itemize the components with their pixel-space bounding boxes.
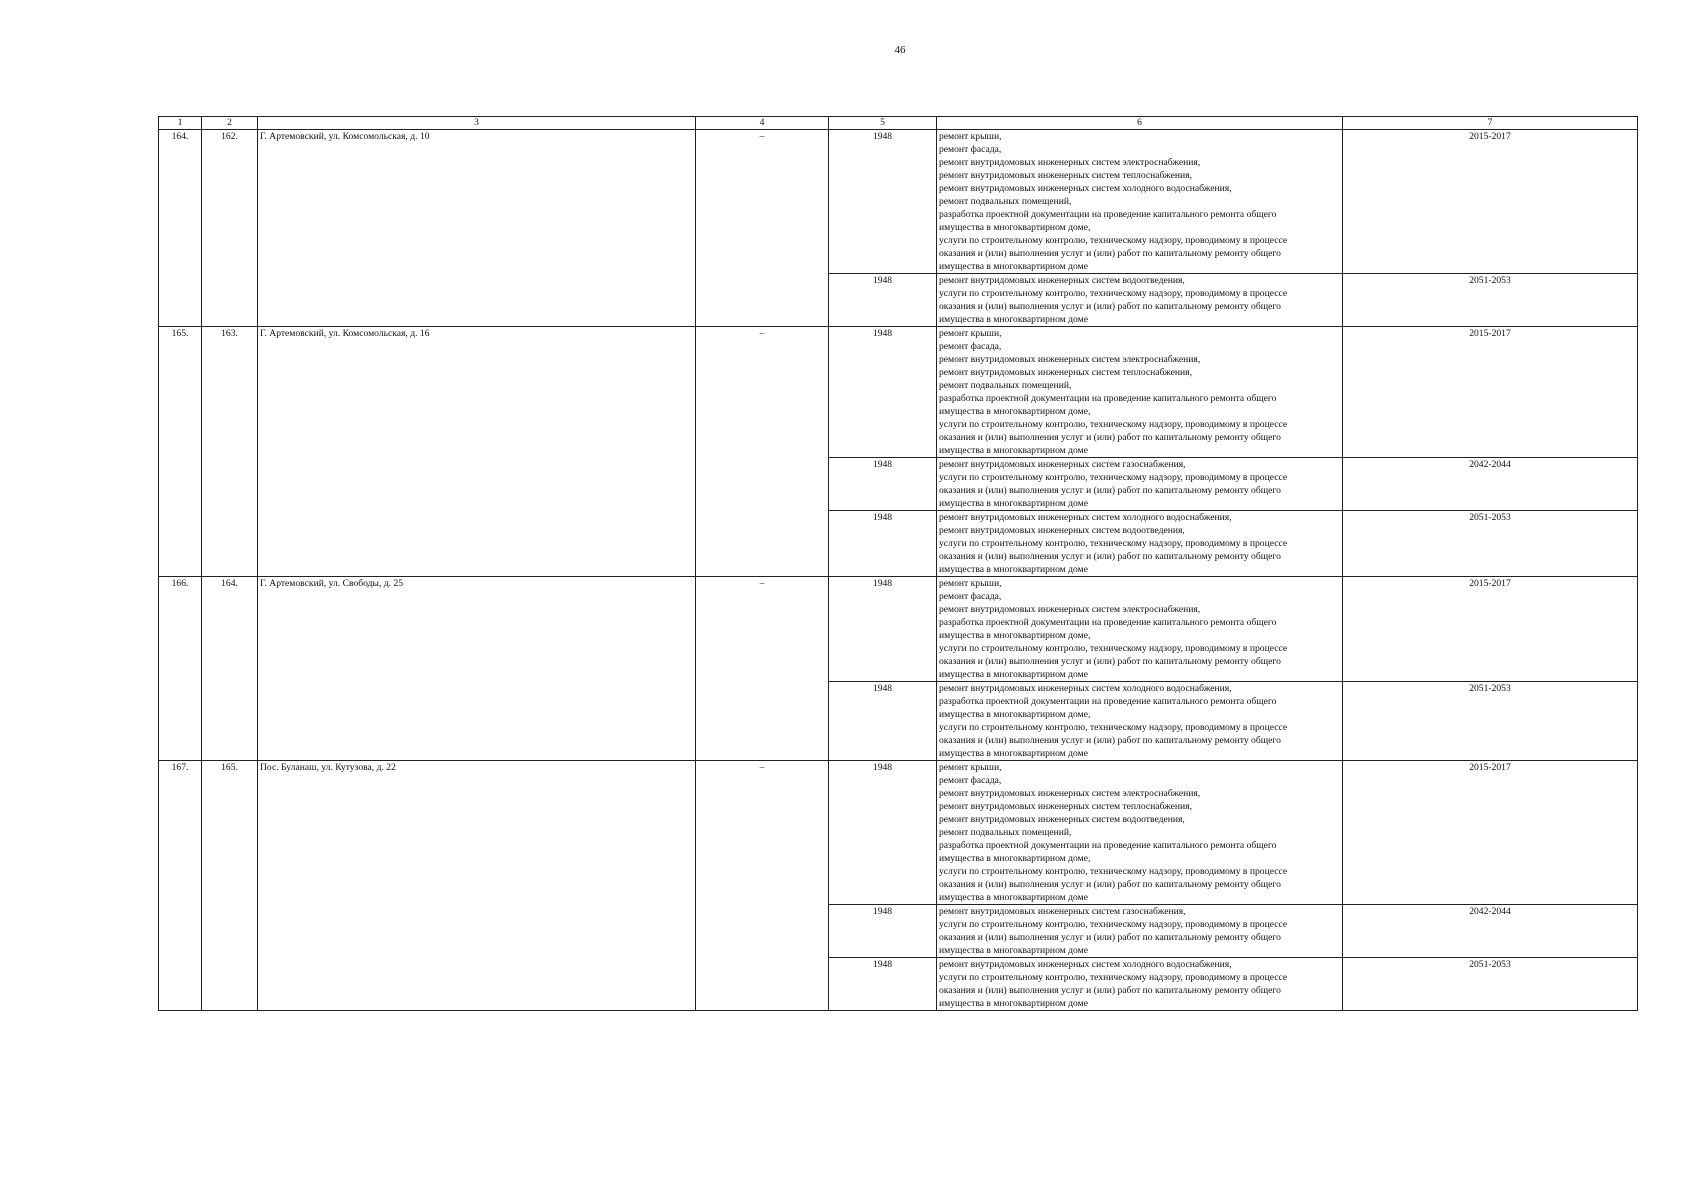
works-list (937, 761, 1343, 905)
table-row (159, 130, 1638, 274)
repair-period: 2051-2053 (1343, 682, 1638, 761)
work-item: разработка проектной документации на проведение капитального ремонта общего (939, 209, 1277, 220)
work-item: услуги по строительному контролю, техническому надзору, проводимому в процессе (939, 643, 1288, 654)
record-number: 167. (159, 761, 202, 1011)
work-item: ремонт подвальных помещений, (939, 827, 1072, 838)
work-item: оказания и (или) выполнения услуг и (или) работ по капитальному ремонту общего (939, 879, 1281, 890)
record-number: 164. (159, 130, 202, 327)
work-item: имущества в многоквартирном доме (939, 498, 1088, 509)
works-list (937, 577, 1343, 682)
build-year: 1948 (829, 761, 937, 905)
work-item: оказания и (или) выполнения услуг и (или) работ по капитальному ремонту общего (939, 485, 1281, 496)
column-header: 5 (829, 117, 937, 130)
work-item: услуги по строительному контролю, техническому надзору, проводимому в процессе (939, 919, 1288, 930)
column-header: 7 (1343, 117, 1638, 130)
house-address: Пос. Буланаш, ул. Кутузова, д. 22 (258, 761, 696, 1011)
work-item: ремонт внутридомовых инженерных систем газоснабжения, (939, 459, 1186, 470)
work-item: имущества в многоквартирном доме (939, 564, 1088, 575)
repair-period: 2015-2017 (1343, 327, 1638, 458)
work-item: имущества в многоквартирном доме, (939, 406, 1091, 417)
work-item: оказания и (или) выполнения услуг и (или) работ по капитальному ремонту общего (939, 301, 1281, 312)
work-item: разработка проектной документации на проведение капитального ремонта общего (939, 696, 1277, 707)
repair-period: 2051-2053 (1343, 274, 1638, 327)
column-header: 4 (696, 117, 829, 130)
record-subnumber: 163. (202, 327, 258, 577)
work-item: имущества в многоквартирном доме, (939, 630, 1091, 641)
house-address: Г. Артемовский, ул. Комсомольская, д. 10 (258, 130, 696, 327)
table-row (159, 761, 1638, 905)
column-4-value: – (696, 577, 829, 761)
work-item: ремонт внутридомовых инженерных систем теплоснабжения, (939, 801, 1192, 812)
table-header (159, 117, 1638, 130)
table-row (159, 577, 1638, 682)
work-item: ремонт внутридомовых инженерных систем холодного водоснабжения, (939, 512, 1232, 523)
build-year: 1948 (829, 905, 937, 958)
repair-period: 2042-2044 (1343, 905, 1638, 958)
work-item: ремонт внутридомовых инженерных систем электроснабжения, (939, 788, 1201, 799)
work-item: ремонт внутридомовых инженерных систем холодного водоснабжения, (939, 683, 1232, 694)
work-item: имущества в многоквартирном доме (939, 445, 1088, 456)
repair-period: 2015-2017 (1343, 130, 1638, 274)
work-item: имущества в многоквартирном доме (939, 261, 1088, 272)
work-item: оказания и (или) выполнения услуг и (или) работ по капитальному ремонту общего (939, 932, 1281, 943)
work-item: ремонт подвальных помещений, (939, 196, 1072, 207)
build-year: 1948 (829, 458, 937, 511)
work-item: имущества в многоквартирном доме (939, 892, 1088, 903)
work-item: ремонт внутридомовых инженерных систем холодного водоснабжения, (939, 183, 1232, 194)
build-year: 1948 (829, 682, 937, 761)
work-item: ремонт фасада, (939, 144, 1002, 155)
work-item: услуги по строительному контролю, техническому надзору, проводимому в процессе (939, 472, 1288, 483)
work-item: имущества в многоквартирном доме, (939, 853, 1091, 864)
house-address: Г. Артемовский, ул. Комсомольская, д. 16 (258, 327, 696, 577)
work-item: ремонт внутридомовых инженерных систем электроснабжения, (939, 354, 1201, 365)
house-address: Г. Артемовский, ул. Свободы, д. 25 (258, 577, 696, 761)
work-item: имущества в многоквартирном доме (939, 748, 1088, 759)
build-year: 1948 (829, 511, 937, 577)
build-year: 1948 (829, 130, 937, 274)
work-item: ремонт крыши, (939, 762, 1002, 773)
work-item: услуги по строительному контролю, техническому надзору, проводимому в процессе (939, 722, 1288, 733)
repair-period: 2015-2017 (1343, 577, 1638, 682)
column-4-value: – (696, 761, 829, 1011)
work-item: ремонт внутридомовых инженерных систем водоотведения, (939, 275, 1185, 286)
table-row (159, 327, 1638, 458)
capital-repair-table (158, 116, 1638, 1011)
works-list (937, 511, 1343, 577)
work-item: оказания и (или) выполнения услуг и (или) работ по капитальному ремонту общего (939, 735, 1281, 746)
work-item: ремонт фасада, (939, 775, 1002, 786)
work-item: ремонт крыши, (939, 131, 1002, 142)
header-row (159, 117, 1638, 130)
work-item: разработка проектной документации на проведение капитального ремонта общего (939, 840, 1277, 851)
build-year: 1948 (829, 958, 937, 1011)
repair-period: 2051-2053 (1343, 958, 1638, 1011)
work-item: оказания и (или) выполнения услуг и (или) работ по капитальному ремонту общего (939, 656, 1281, 667)
column-4-value: – (696, 130, 829, 327)
work-item: оказания и (или) выполнения услуг и (или) работ по капитальному ремонту общего (939, 985, 1281, 996)
column-4-value: – (696, 327, 829, 577)
column-header: 3 (258, 117, 696, 130)
work-item: услуги по строительному контролю, техническому надзору, проводимому в процессе (939, 538, 1288, 549)
work-item: ремонт фасада, (939, 341, 1002, 352)
work-item: услуги по строительному контролю, техническому надзору, проводимому в процессе (939, 288, 1288, 299)
work-item: имущества в многоквартирном доме, (939, 709, 1091, 720)
works-list (937, 327, 1343, 458)
works-list (937, 458, 1343, 511)
work-item: оказания и (или) выполнения услуг и (или) работ по капитальному ремонту общего (939, 248, 1281, 259)
work-item: разработка проектной документации на проведение капитального ремонта общего (939, 393, 1277, 404)
work-item: услуги по строительному контролю, техническому надзору, проводимому в процессе (939, 235, 1288, 246)
work-item: оказания и (или) выполнения услуг и (или) работ по капитальному ремонту общего (939, 551, 1281, 562)
page-number: 46 (894, 44, 906, 56)
work-item: ремонт крыши, (939, 328, 1002, 339)
record-number: 166. (159, 577, 202, 761)
repair-period: 2015-2017 (1343, 761, 1638, 905)
table-body (159, 130, 1638, 1011)
record-subnumber: 162. (202, 130, 258, 327)
work-item: оказания и (или) выполнения услуг и (или) работ по капитальному ремонту общего (939, 432, 1281, 443)
work-item: услуги по строительному контролю, техническому надзору, проводимому в процессе (939, 866, 1288, 877)
work-item: ремонт внутридомовых инженерных систем холодного водоснабжения, (939, 959, 1232, 970)
work-item: ремонт внутридомовых инженерных систем теплоснабжения, (939, 170, 1192, 181)
work-item: имущества в многоквартирном доме, (939, 222, 1091, 233)
work-item: услуги по строительному контролю, техническому надзору, проводимому в процессе (939, 419, 1288, 430)
work-item: услуги по строительному контролю, техническому надзору, проводимому в процессе (939, 972, 1288, 983)
record-subnumber: 165. (202, 761, 258, 1011)
work-item: ремонт внутридомовых инженерных систем электроснабжения, (939, 604, 1201, 615)
work-item: ремонт фасада, (939, 591, 1002, 602)
works-list (937, 130, 1343, 274)
build-year: 1948 (829, 274, 937, 327)
work-item: ремонт внутридомовых инженерных систем водоотведения, (939, 814, 1185, 825)
work-item: имущества в многоквартирном доме (939, 669, 1088, 680)
work-item: разработка проектной документации на проведение капитального ремонта общего (939, 617, 1277, 628)
work-item: ремонт внутридомовых инженерных систем теплоснабжения, (939, 367, 1192, 378)
repair-period: 2042-2044 (1343, 458, 1638, 511)
works-list (937, 905, 1343, 958)
build-year: 1948 (829, 577, 937, 682)
work-item: ремонт внутридомовых инженерных систем газоснабжения, (939, 906, 1186, 917)
work-item: имущества в многоквартирном доме (939, 945, 1088, 956)
work-item: ремонт подвальных помещений, (939, 380, 1072, 391)
work-item: ремонт крыши, (939, 578, 1002, 589)
column-header: 1 (159, 117, 202, 130)
build-year: 1948 (829, 327, 937, 458)
column-header: 6 (937, 117, 1343, 130)
work-item: имущества в многоквартирном доме (939, 998, 1088, 1009)
column-header: 2 (202, 117, 258, 130)
record-number: 165. (159, 327, 202, 577)
works-list (937, 274, 1343, 327)
record-subnumber: 164. (202, 577, 258, 761)
works-list (937, 682, 1343, 761)
work-item: ремонт внутридомовых инженерных систем водоотведения, (939, 525, 1185, 536)
work-item: ремонт внутридомовых инженерных систем электроснабжения, (939, 157, 1201, 168)
work-item: имущества в многоквартирном доме (939, 314, 1088, 325)
works-list (937, 958, 1343, 1011)
repair-period: 2051-2053 (1343, 511, 1638, 577)
